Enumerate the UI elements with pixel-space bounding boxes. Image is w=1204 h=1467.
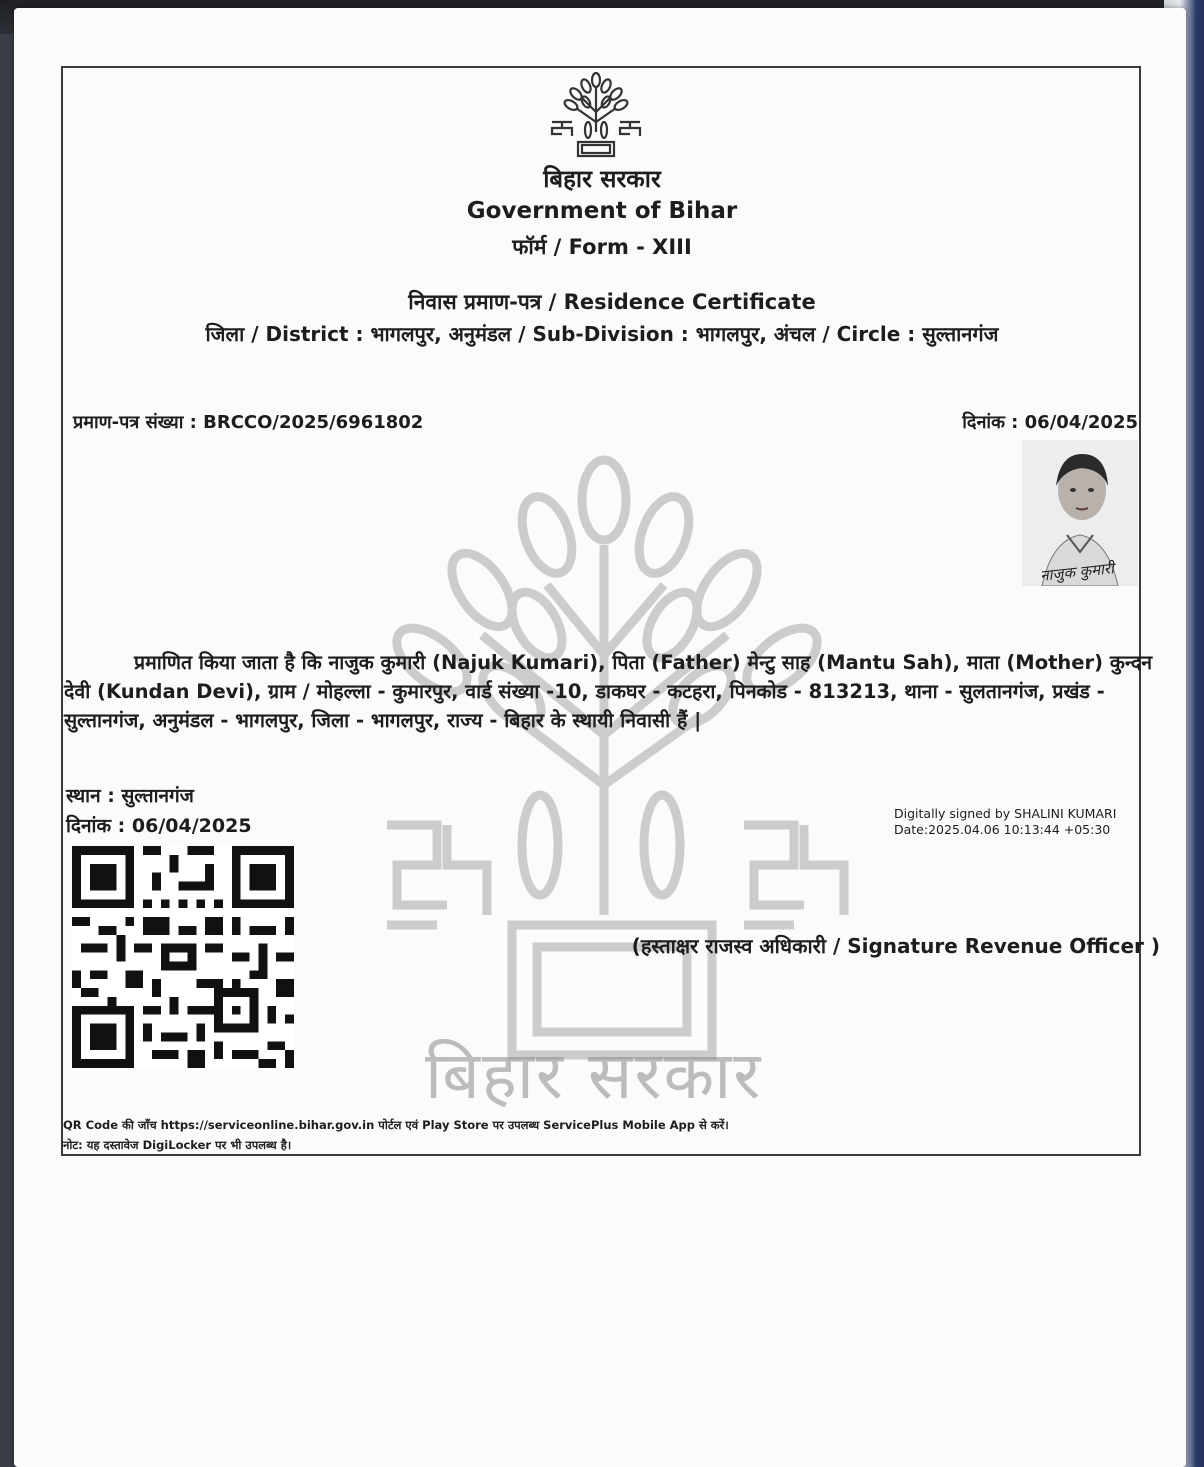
certificate-title: निवास प्रमाण-पत्र / Residence Certificate <box>408 290 816 314</box>
certificate-number: प्रमाण-पत्र संख्या : BRCCO/2025/6961802 <box>73 412 424 433</box>
digital-signature-date: Date:2025.04.06 10:13:44 +05:30 <box>894 822 1111 837</box>
place-label: स्थान : सुल्तानगंज <box>66 785 194 807</box>
bihar-emblem-icon <box>546 72 646 162</box>
issue-date: दिनांक : 06/04/2025 <box>962 412 1138 433</box>
photo-signature: नाजुक कुमारी <box>1039 559 1115 585</box>
govt-english-title: Government of Bihar <box>466 198 738 224</box>
footer-digilocker-note: नोट: यह दस्तावेज DigiLocker पर भी उपलब्ध है। <box>63 1138 292 1152</box>
footer-qr-note: QR Code की जाँच https://serviceonline.bihar.gov.in पोर्टल एवं Play Store पर उपलब्ध ServicePlus Mobile App से करें। <box>63 1118 729 1132</box>
certificate-body: प्रमाणित किया जाता है कि नाजुक कुमारी (Najuk Kumari), पिता (Father) मेन्टु साह (Mantu Sah), माता (Mother) कुन्दन देवी (Kundan Devi), ग्राम / मोहल्ला - कुमारपुर, वार्ड संख्या -10, डाकघर - कटहरा, पिनकोड - 813213, थाना - सुलतानगंज, प्रखंड - सुल्तानगंज, अनुमंडल - भागलपुर, जिला - भागलपुर, राज्य - बिहार के स्थायी निवासी हैं | <box>64 651 1153 732</box>
watermark-emblem-icon <box>372 455 852 1125</box>
officer-signature-label: (हस्ताक्षर राजस्व अधिकारी / Signature Revenue Officer ) <box>631 934 1160 958</box>
district-line: जिला / District : भागलपुर, अनुमंडल / Sub-Division : भागलपुर, अंचल / Circle : सुल्तानगंज <box>205 322 999 346</box>
place-date: दिनांक : 06/04/2025 <box>66 815 252 837</box>
digital-signature-name: Digitally signed by SHALINI KUMARI <box>894 806 1117 821</box>
qr-code-icon[interactable] <box>72 846 294 1068</box>
watermark-text: बिहार सरकार <box>425 1037 763 1114</box>
form-number: फॉर्म / Form - XIII <box>512 235 692 259</box>
govt-hindi-title: बिहार सरकार <box>543 165 661 193</box>
